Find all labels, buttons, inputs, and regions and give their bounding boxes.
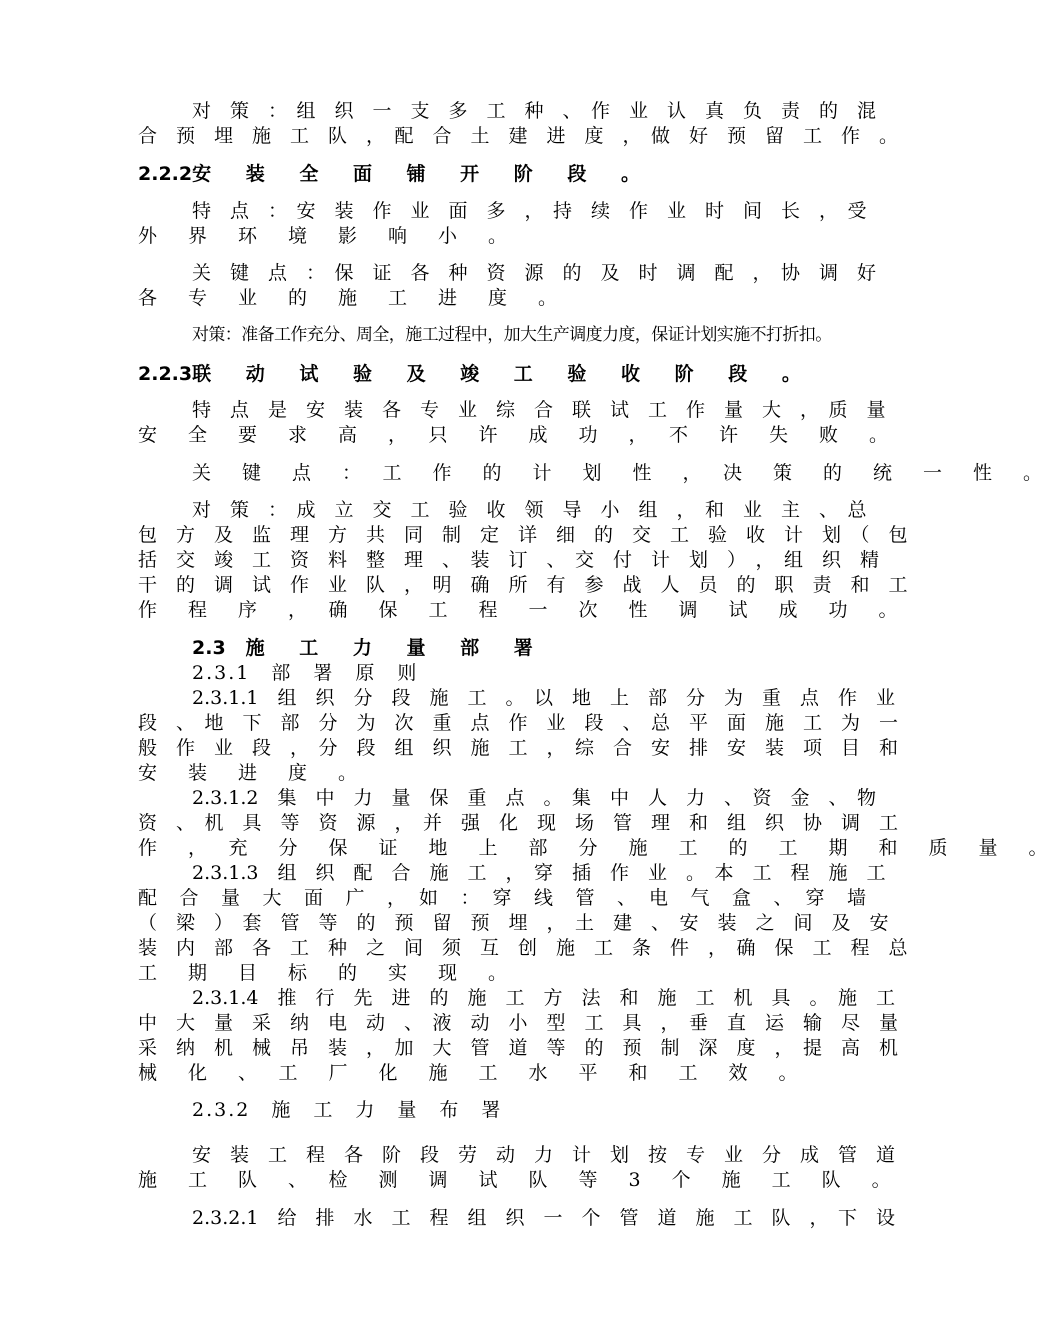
paragraph-line: 安 全 要 求 高 ， 只 许 成 功 ， 不 许 失 败 。 xyxy=(138,424,895,446)
paragraph-line: 资 、 机 具 等 资 源 ， 并 强 化 现 场 管 理 和 组 织 协 调 工 xyxy=(138,812,899,834)
paragraph-line: 安 装 进 度 。 xyxy=(138,762,364,784)
section-number: 2.3 xyxy=(192,637,226,659)
paragraph-line: 合 预 埋 施 工 队 ， 配 合 土 建 进 度 ， 做 好 预 留 工 作 。 xyxy=(138,125,899,147)
paragraph-line: 各 专 业 的 施 工 进 度 。 xyxy=(138,287,564,309)
section-title: 联 动 试 验 及 竣 工 验 收 阶 段 。 xyxy=(192,363,815,385)
paragraph-line: 对 策 ： 组 织 一 支 多 工 种 、 作 业 认 真 负 责 的 混 xyxy=(192,100,877,122)
paragraph-line: 装 内 部 各 工 种 之 间 须 互 创 施 工 条 件 ， 确 保 工 程 总 xyxy=(138,937,908,959)
paragraph-line: 包 方 及 监 理 方 共 同 制 定 详 细 的 交 工 验 收 计 划 （ 包 xyxy=(138,524,908,546)
paragraph-line: 作 ， 充 分 保 证 地 上 部 分 施 工 的 工 期 和 质 量 。 xyxy=(138,837,1054,859)
section-title: 安 装 全 面 铺 开 阶 段 。 xyxy=(192,163,655,185)
paragraph-line: 干 的 调 试 作 业 队 ， 明 确 所 有 参 战 人 员 的 职 责 和 工 xyxy=(138,574,908,596)
section-number: 2.2.2 xyxy=(138,163,193,185)
subsection-heading: 2.3.1 部 署 原 则 xyxy=(192,662,419,684)
paragraph-line: （ 梁 ） 套 管 等 的 预 留 预 埋 ， 土 建 、 安 装 之 间 及 安 xyxy=(138,912,889,934)
paragraph-line: 械 化 、 工 厂 化 施 工 水 平 和 工 效 。 xyxy=(138,1062,804,1084)
paragraph-line: 工 期 目 标 的 实 现 。 xyxy=(138,962,514,984)
paragraph-line: 2.3.1.2 集 中 力 量 保 重 点 。 集 中 人 力 、 资 金 、 物 xyxy=(192,787,876,809)
section-number: 2.2.3 xyxy=(138,363,193,385)
paragraph-line: 配 合 量 大 面 广 ， 如 ： 穿 线 管 、 电 气 盒 、 穿 墙 xyxy=(138,887,866,909)
paragraph-line: 关 键 点 ： 工 作 的 计 划 性 ， 决 策 的 统 一 性 。 xyxy=(192,462,1049,484)
paragraph-line: 中 大 量 采 纳 电 动 、 液 动 小 型 工 具 ， 垂 直 运 输 尽 量 xyxy=(138,1012,899,1034)
paragraph-line: 对策：准备工作充分、周全，施工过程中，加大生产调度力度，保证计划实施不打折扣。 xyxy=(192,325,832,345)
paragraph-line: 般 作 业 段 ， 分 段 组 织 施 工 ， 综 合 安 排 安 装 项 目 和 xyxy=(138,737,899,759)
paragraph-line: 作 程 序 ， 确 保 工 程 一 次 性 调 试 成 功 。 xyxy=(138,599,904,621)
paragraph-line: 2.3.1.4 推 行 先 进 的 施 工 方 法 和 施 工 机 具 。 施 工 xyxy=(192,987,895,1009)
paragraph-line: 特 点 ： 安 装 作 业 面 多 ， 持 续 作 业 时 间 长 ， 受 xyxy=(192,200,867,222)
section-heading-2-3 xyxy=(192,636,866,661)
paragraph-line: 外 界 环 境 影 响 小 。 xyxy=(138,225,514,247)
paragraph-line: 安 装 工 程 各 阶 段 劳 动 力 计 划 按 专 业 分 成 管 道 xyxy=(192,1144,896,1166)
section-title: 施 工 力 量 部 署 xyxy=(245,637,547,659)
paragraph-line: 特 点 是 安 装 各 专 业 综 合 联 试 工 作 量 大 ， 质 量 xyxy=(192,399,886,421)
paragraph-line: 关 键 点 ： 保 证 各 种 资 源 的 及 时 调 配 ， 协 调 好 xyxy=(192,262,877,284)
paragraph-line: 对 策 ： 成 立 交 工 验 收 领 导 小 组 ， 和 业 主 、 总 xyxy=(192,499,867,521)
paragraph-line: 2.3.2.1 给 排 水 工 程 组 织 一 个 管 道 施 工 队 ， 下 设 xyxy=(192,1207,895,1229)
paragraph-line: 采 纳 机 械 吊 装 ， 加 大 管 道 等 的 预 制 深 度 ， 提 高 机 xyxy=(138,1037,899,1059)
section-heading-2-2-3 xyxy=(138,362,866,387)
paragraph-line: 括 交 竣 工 资 料 整 理 、 装 订 、 交 付 计 划 ） ， 组 织 精 xyxy=(138,549,880,571)
paragraph-line: 2.3.1.1 组 织 分 段 施 工 。 以 地 上 部 分 为 重 点 作 业 xyxy=(192,687,895,709)
paragraph-line: 施 工 队 、 检 测 调 试 队 等 3 个 施 工 队 。 xyxy=(138,1169,897,1191)
paragraph-line: 2.3.1.3 组 织 配 合 施 工 ， 穿 插 作 业 。 本 工 程 施 工 xyxy=(192,862,886,884)
paragraph-line: 段 、 地 下 部 分 为 次 重 点 作 业 段 、 总 平 面 施 工 为 一 xyxy=(138,712,899,734)
section-heading-2-2-2 xyxy=(138,162,866,187)
subsection-heading: 2.3.2 施 工 力 量 布 署 xyxy=(192,1099,503,1121)
